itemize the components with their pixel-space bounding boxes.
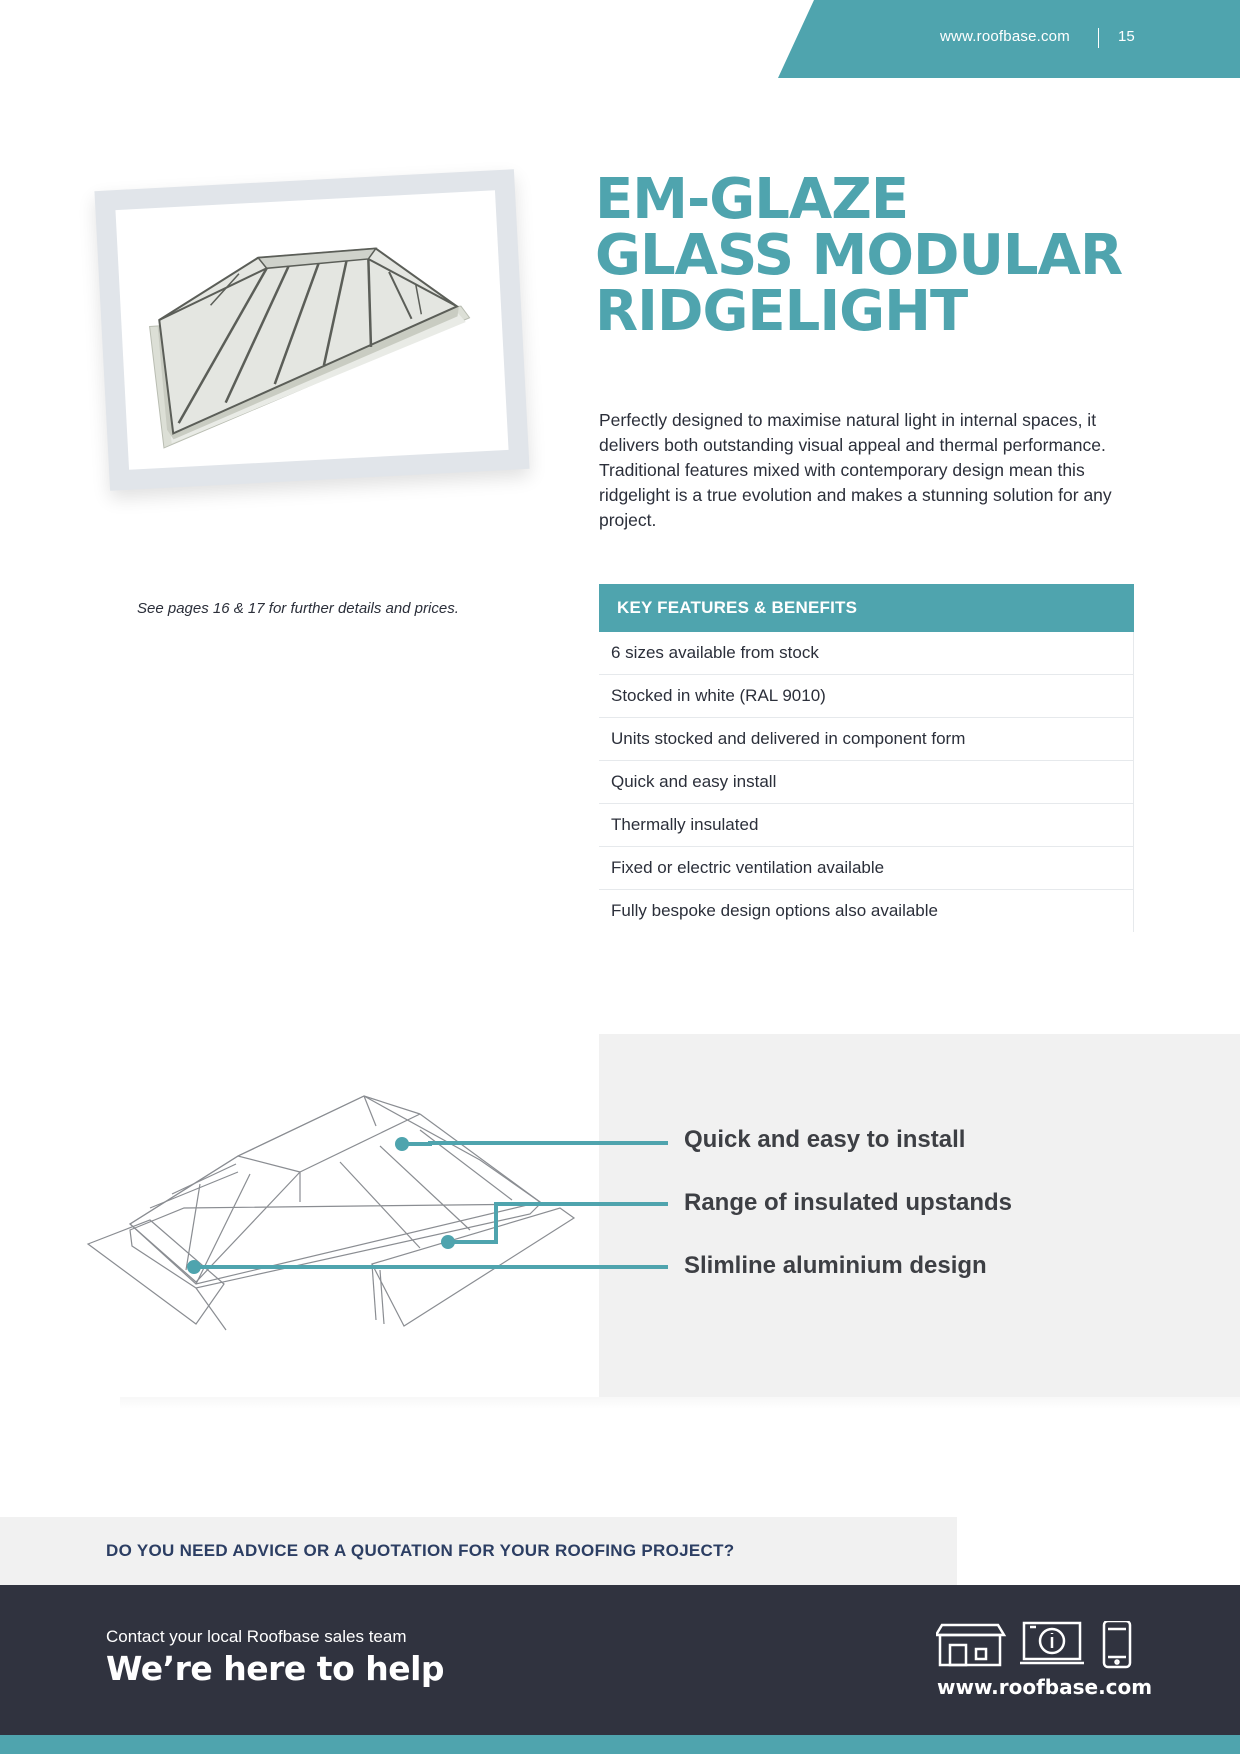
title-line-2: GLASS MODULAR: [595, 223, 1123, 288]
features-heading: KEY FEATURES & BENEFITS: [599, 584, 1134, 632]
callout-dot-2: [441, 1235, 455, 1249]
features-table: [599, 584, 1134, 932]
product-photo-frame: [94, 169, 529, 491]
product-intro: Perfectly designed to maximise natural light in internal spaces, it delivers both outstanding visual appeal and thermal performance. Traditional features mixed with contemporary design mean this ridgelight is a true evolution and makes a stunning solution for any project.: [599, 410, 1112, 530]
header-url[interactable]: www.roofbase.com: [940, 28, 1070, 45]
cta-bar: [0, 1517, 957, 1585]
feature-row: 6 sizes available from stock: [599, 632, 1134, 675]
bottom-stripe: [0, 1735, 1240, 1754]
callout-dot-1: [395, 1137, 409, 1151]
footer: [0, 1585, 1240, 1735]
ridgelight-render-icon: [115, 190, 508, 470]
header-tab: [0, 0, 1240, 80]
header-divider: [1098, 28, 1099, 48]
callout-dot-3: [187, 1260, 201, 1274]
footer-tagline: We’re here to help: [106, 1649, 445, 1688]
page-number: 15: [1118, 28, 1135, 45]
callout-insulated-upstands: Range of insulated upstands: [684, 1189, 1013, 1216]
diagram-panel-shadow: [120, 1397, 1240, 1409]
mobile-phone-icon: [1104, 1621, 1130, 1667]
product-photo: [115, 190, 508, 470]
footer-contact: Contact your local Roofbase sales team: [106, 1627, 407, 1646]
title-line-1: EM-GLAZE: [595, 167, 909, 232]
footer-url[interactable]: www.roofbase.com: [937, 1675, 1153, 1699]
callout-line-1: [402, 1143, 668, 1144]
feature-row: Fully bespoke design options also available: [599, 890, 1134, 932]
feature-row: Fixed or electric ventilation available: [599, 847, 1134, 890]
callout-line-2: [448, 1204, 668, 1242]
store-icon: [936, 1625, 1004, 1665]
info-laptop-icon: [1020, 1623, 1084, 1663]
callout-slimline-aluminium: Slimline aluminium design: [684, 1252, 987, 1279]
feature-row: Stocked in white (RAL 9010): [599, 675, 1134, 718]
callout-quick-install: Quick and easy to install: [684, 1126, 966, 1153]
feature-row: Thermally insulated: [599, 804, 1134, 847]
title-line-3: RIDGELIGHT: [595, 279, 968, 344]
feature-row: Quick and easy install: [599, 761, 1134, 804]
feature-row: Units stocked and delivered in component form: [599, 718, 1134, 761]
ridgelight-line-drawing-icon: [88, 1096, 574, 1330]
footer-icons: [936, 1621, 1136, 1669]
cta-question: DO YOU NEED ADVICE OR A QUOTATION FOR YOUR ROOFING PROJECT?: [106, 1541, 735, 1560]
ridgelight-diagram: [0, 1034, 700, 1354]
product-title: [595, 167, 1123, 344]
see-pages-note: See pages 16 & 17 for further details and prices.: [137, 600, 459, 617]
